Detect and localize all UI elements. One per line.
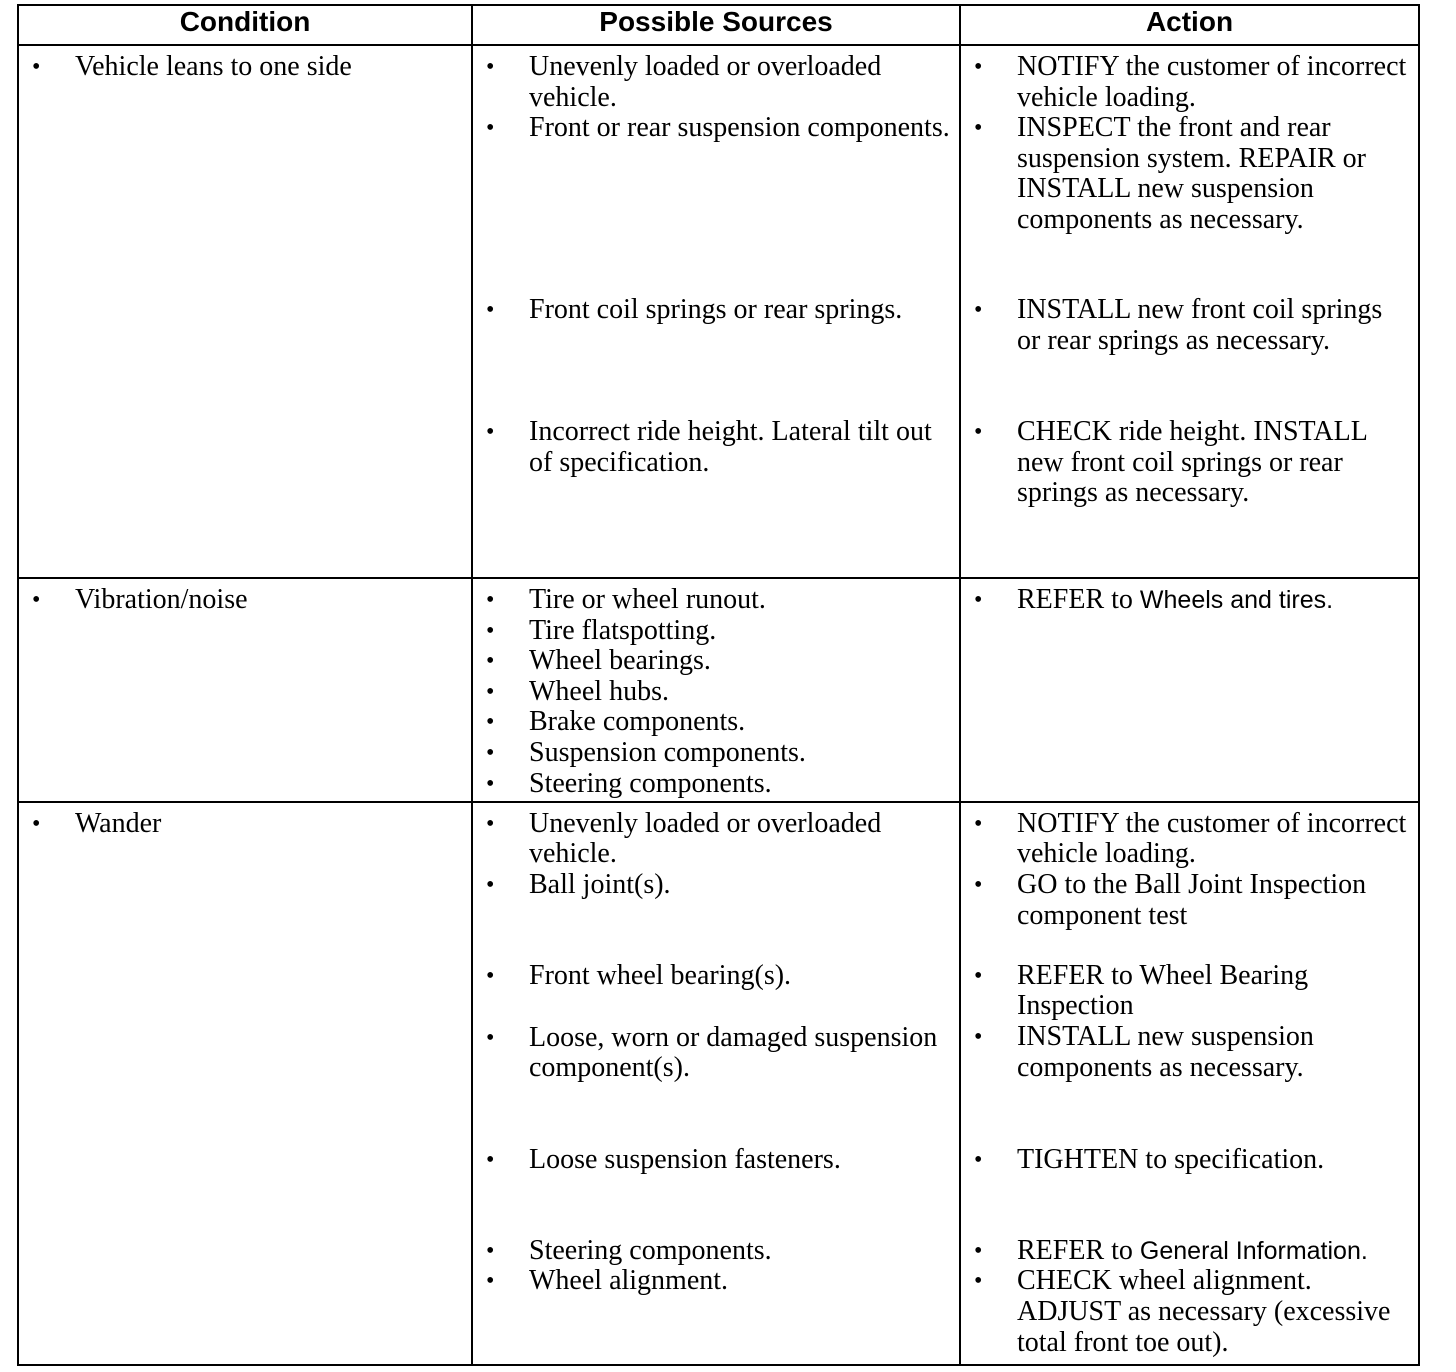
source-text: Steering components. [529,767,772,799]
action-group [961,809,1418,961]
list-item [473,870,959,901]
source-text: Ball joint(s). [529,868,671,900]
bullet-icon: • [32,586,41,613]
action-text: REFER to [1017,583,1140,615]
bullet-icon: • [486,962,495,989]
action-group [961,1236,1418,1358]
bullet-icon: • [486,297,495,323]
source-group [473,417,959,478]
source-text: Wheel alignment. [529,1265,729,1297]
bullet-icon: • [486,648,495,675]
action-text: INSTALL new suspension components as necessary. [1017,1020,1314,1083]
list-item [473,295,959,326]
list-item [19,809,471,840]
list-item [473,677,959,708]
header-action: Action [960,5,1419,45]
list-item [961,809,1418,870]
bullet-icon: • [974,297,983,323]
bullet-icon: • [486,1237,495,1264]
general-information-link[interactable]: General Information. [1139,1236,1368,1265]
action-text: NOTIFY the customer of incorrect vehicle loading. [1017,51,1407,113]
list-item [473,809,959,870]
source-text: Brake components. [529,706,746,738]
source-text: Wheel hubs. [529,675,669,707]
table-row [18,578,1419,802]
list-item [473,1266,959,1297]
source-text: Loose, worn or damaged suspension component(s). [529,1021,938,1084]
action-group [961,961,1418,1145]
action-text: INSPECT the front and rear suspension system. REPAIR or INSTALL new suspension components as necessary. [1017,112,1367,235]
list-item [473,961,959,992]
header-possible-sources: Possible Sources [472,5,960,45]
header-condition: Condition [18,5,472,45]
list-item [473,585,959,616]
source-group [473,1145,959,1236]
list-item [961,113,1418,235]
wheels-and-tires-link[interactable]: Wheels and tires. [1139,585,1334,614]
bullet-icon: • [486,115,495,142]
list-item [473,52,959,113]
bullet-icon: • [486,871,495,898]
bullet-icon: • [974,115,983,142]
source-text: Incorrect ride height. Lateral tilt out of specification. [529,416,932,478]
list-item [473,646,959,677]
bullet-icon: • [486,419,495,445]
bullet-icon: • [32,54,41,80]
action-text: TIGHTEN to specification. [1017,1143,1325,1175]
bullet-icon: • [486,810,495,837]
sources-cell [472,45,960,578]
source-text: Front or rear suspension components. [529,112,950,144]
list-item [961,870,1418,931]
action-text: NOTIFY the customer of incorrect vehicle loading. [1017,807,1407,870]
list-item [961,295,1418,356]
condition-cell [18,802,472,1365]
source-text: Wheel bearings. [529,645,711,677]
bullet-icon: • [486,678,495,705]
source-text: Front coil springs or rear springs. [529,294,903,325]
source-group [473,1023,959,1145]
action-text: REFER to Wheel Bearing Inspection [1017,959,1309,1022]
condition-text: Vibration/noise [75,583,248,615]
source-text: Unevenly loaded or overloaded vehicle. [529,51,882,113]
list-item [473,417,959,478]
list-item [961,52,1418,113]
sources-cell [472,578,960,802]
list-item [961,1145,1418,1176]
action-text: CHECK wheel alignment. ADJUST as necessary (excessive total front toe out). [1017,1265,1391,1358]
source-text: Loose suspension fasteners. [529,1143,841,1175]
header-row [18,5,1419,45]
list-item [473,738,959,769]
list-item [473,113,959,144]
source-group [473,295,959,417]
bullet-icon: • [486,54,495,80]
table-row [18,802,1419,1365]
symptom-chart-table [17,4,1420,1366]
bullet-icon: • [974,1146,983,1173]
action-group [961,417,1418,509]
list-item [473,1145,959,1176]
bullet-icon: • [974,54,983,80]
source-text: Tire flatspotting. [529,614,717,646]
bullet-icon: • [974,586,983,613]
source-text: Tire or wheel runout. [529,583,766,615]
action-group [961,1145,1418,1236]
bullet-icon: • [974,810,983,837]
source-group [473,1236,959,1297]
source-group [473,52,959,295]
list-item [961,1022,1418,1083]
list-item [473,1236,959,1267]
bullet-icon: • [486,770,495,797]
source-text: Suspension components. [529,736,806,768]
source-group [473,961,959,1023]
source-text: Unevenly loaded or overloaded vehicle. [529,807,882,870]
bullet-icon: • [486,617,495,644]
list-item [473,616,959,647]
bullet-icon: • [974,419,983,445]
bullet-icon: • [486,1024,495,1051]
bullet-icon: • [974,1268,983,1295]
action-text: CHECK ride height. INSTALL new front coil springs or rear springs as necessary. [1017,416,1367,509]
bullet-icon: • [486,1146,495,1173]
list-item [473,769,959,800]
condition-cell [18,578,472,802]
bullet-icon: • [32,810,41,837]
action-cell [960,578,1419,802]
bullet-icon: • [974,1023,983,1050]
condition-text: Wander [75,807,162,839]
list-item [961,1236,1418,1267]
list-item [961,585,1418,616]
action-text: INSTALL new front coil springs or rear springs as necessary. [1017,294,1383,356]
source-text: Steering components. [529,1234,772,1266]
source-group [473,809,959,961]
action-group [961,295,1418,417]
source-text: Front wheel bearing(s). [529,959,792,991]
bullet-icon: • [486,586,495,613]
bullet-icon: • [486,1268,495,1295]
list-item [961,417,1418,509]
action-cell [960,45,1419,578]
sources-cell [472,802,960,1365]
bullet-icon: • [974,962,983,989]
bullet-icon: • [974,1237,983,1264]
table-row [18,45,1419,578]
action-group [961,52,1418,295]
list-item [19,52,471,83]
action-cell [960,802,1419,1365]
action-text: REFER to [1017,1234,1140,1266]
bullet-icon: • [974,871,983,898]
condition-cell [18,45,472,578]
bullet-icon: • [486,739,495,766]
list-item [473,1023,959,1084]
list-item [19,585,471,616]
list-item [961,1266,1418,1358]
list-item [961,961,1418,1022]
action-text: GO to the Ball Joint Inspection component test [1017,868,1367,931]
list-item [473,707,959,738]
bullet-icon: • [486,709,495,736]
condition-text: Vehicle leans to one side [75,51,352,82]
